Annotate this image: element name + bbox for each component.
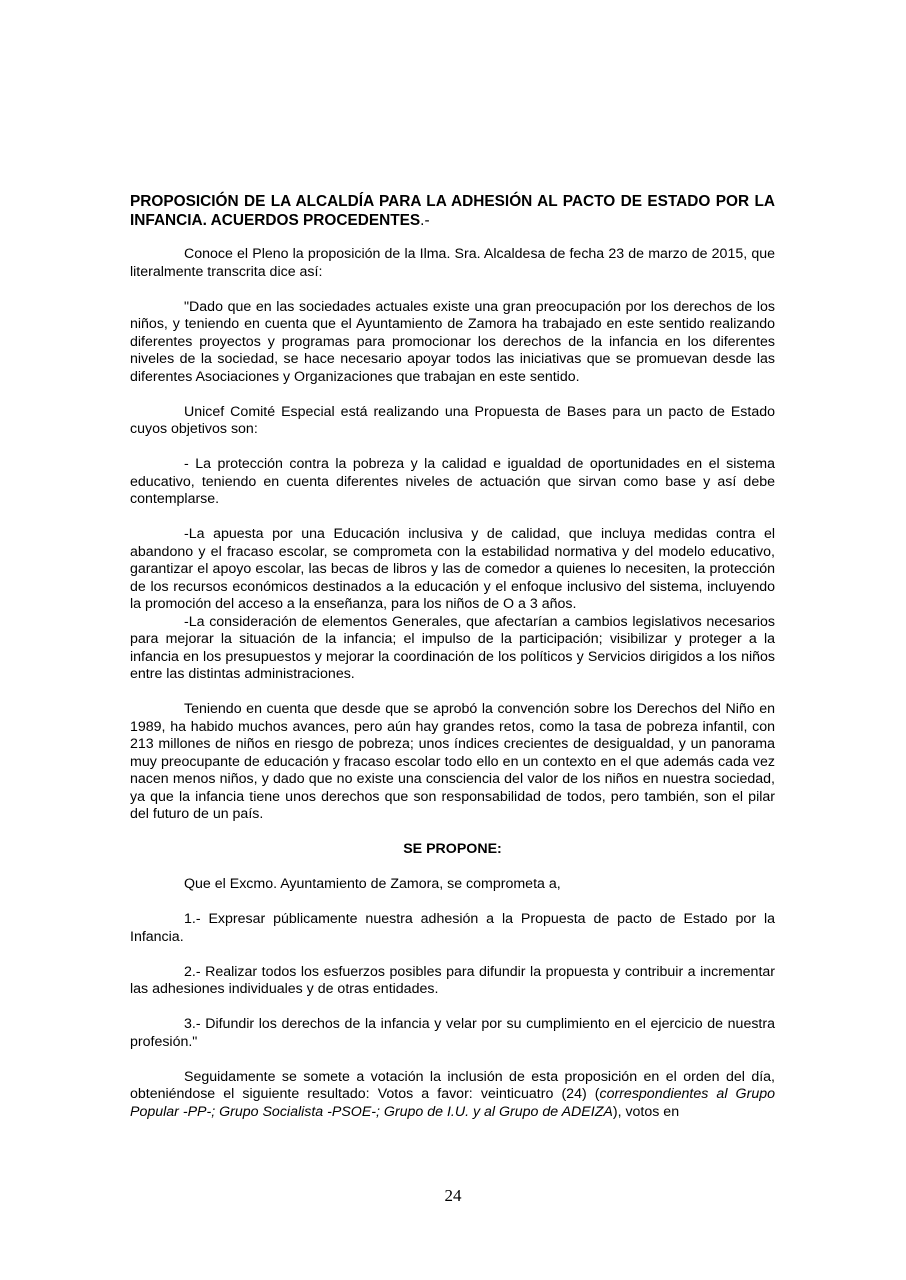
document-title <box>130 192 775 230</box>
proposal-paragraph-2: Unicef Comité Especial está realizando una Propuesta de Bases para un pacto de Estado cuyos objetivos son: <box>130 403 775 437</box>
commitment-2: 2.- Realizar todos los esfuerzos posibles para difundir la propuesta y contribuir a incrementar las adhesiones individuales y de otras entidades. <box>130 963 775 997</box>
objective-2: -La apuesta por una Educación inclusiva y de calidad, que incluya medidas contra el abandono y el fracaso escolar, se comprometa con la estabilidad normativa y del modelo educativo, garantizar el apoyo escolar, las becas de libros y las de comedor a quienes lo necesiten, la protección de los recursos económicos destinados a la educación y el enfoque inclusivo del sistema, incluyendo la promoción del acceso a la enseñanza, para los niños de O a 3 años. <box>130 526 775 612</box>
commitment-1: 1.- Expresar públicamente nuestra adhesión a la Propuesta de pacto de Estado por la Infancia. <box>130 911 775 945</box>
page-number: 24 <box>444 1186 462 1205</box>
objective-3: -La consideración de elementos Generales, que afectarían a cambios legislativos necesarios para mejorar la situación de la infancia; el impulso de la participación; visibilizar y proteger a la infancia en los presupuestos y mejorar la coordinación de los políticos y Servicios dirigidos a los niños entre las distintas administraciones. <box>130 613 775 682</box>
proposal-paragraph-1: "Dado que en las sociedades actuales existe una gran preocupación por los derechos de los niños, y teniendo en cuenta que el Ayuntamiento de Zamora ha trabajado en este sentido realizando diferentes proyectos y programas para promocionar los derechos de la infancia en los diferentes niveles de la sociedad, se hace necesario apoyar todos las iniciativas que se promuevan desde las diferentes Asociaciones y Organizaciones que trabajan en este sentido. <box>130 298 775 385</box>
vote-text-end: ), votos en <box>612 1103 680 1120</box>
vote-groups-italic: correspondientes al Grupo Popular -PP-; Grupo Socialista -PSOE-; Grupo de I.U. y al Grupo de ADEIZA <box>130 1086 775 1120</box>
objective-1: - La protección contra la pobreza y la calidad e igualdad de oportunidades en el sistema educativo, teniendo en cuenta diferentes niveles de actuación que sirvan como base y así debe contemplarse. <box>130 456 775 507</box>
intro-paragraph: Conoce el Pleno la proposición de la Ilma. Sra. Alcaldesa de fecha 23 de marzo de 2015, que literalmente transcrita dice así: <box>130 246 775 280</box>
document-body <box>130 192 775 1121</box>
title-text: PROPOSICIÓN DE LA ALCALDÍA PARA LA ADHESIÓN AL PACTO DE ESTADO POR LA INFANCIA. ACUERDOS PROCEDENTES <box>130 193 775 229</box>
context-paragraph: Teniendo en cuenta que desde que se aprobó la convención sobre los Derechos del Niño en 1989, ha habido muchos avances, pero aún hay grandes retos, como la tasa de pobreza infantil, con 213 millones de niños en riesgo de pobreza; unos índices crecientes de desigualdad, y un panorama muy preocupante de educación y fracaso escolar todo ello en un contexto en el que además cada vez nacen menos niños, y dado que no existe una consciencia del valor de los niños en nuestra sociedad, ya que la infancia tiene unos derechos que son responsabilidad de todos, pero también, son el pilar del futuro de un país. <box>130 701 775 822</box>
commitment-intro: Que el Excmo. Ayuntamiento de Zamora, se comprometa a, <box>184 876 561 892</box>
vote-paragraph <box>130 1069 775 1122</box>
vote-text-start: Seguidamente se somete a votación la inclusión de esta proposición en el orden del día, obteniéndose el siguiente resultado: Votos a favor: veinticuatro (24) ( <box>130 1068 775 1102</box>
commitment-3: 3.- Difundir los derechos de la infancia y velar por su cumplimiento en el ejercicio de nuestra profesión." <box>130 1016 775 1050</box>
section-heading: SE PROPONE: <box>403 841 502 857</box>
title-punctuation: .- <box>420 212 430 229</box>
